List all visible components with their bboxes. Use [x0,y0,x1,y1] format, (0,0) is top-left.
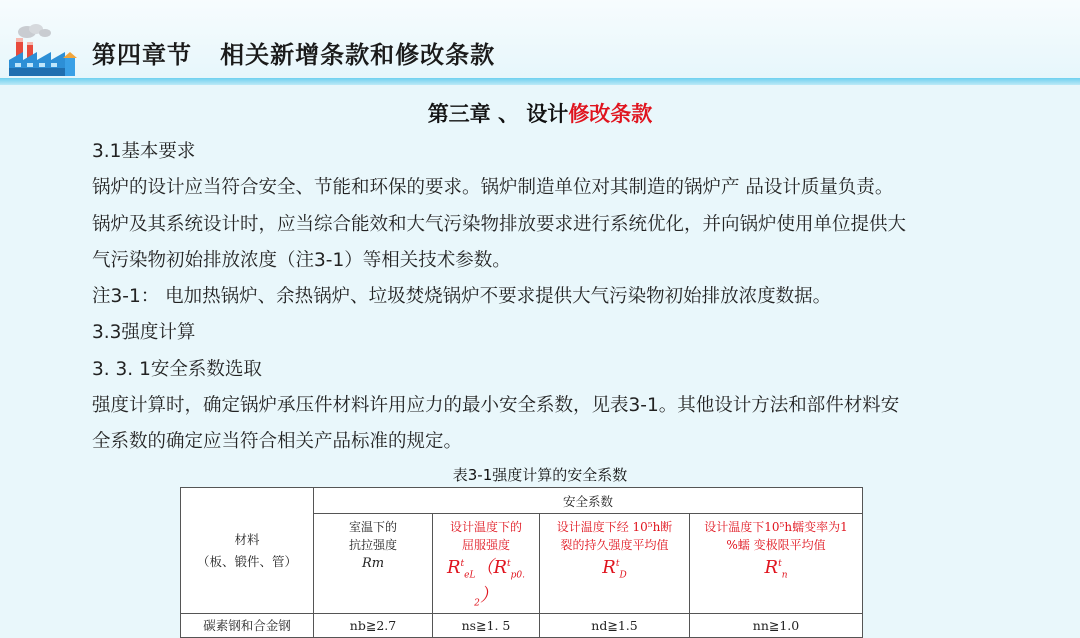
table-header-row [181,488,863,514]
paragraph: 气污染物初始排放浓度（注3-1）等相关技术参数。 [92,249,511,271]
col-header-line: 裂的持久强度平均值 [560,538,669,552]
material-cell: 碳素钢和合金钢 [181,614,314,638]
value-cell: nn≧1.0 [690,614,863,638]
col-symbol: $R^t_D$ [602,557,627,581]
col-header-creep-rupture [540,514,690,614]
note-3-1: 注3-1： 电加热锅炉、余热锅炉、垃圾焚烧锅炉不要求提供大气污染物初始排放浓度数据。 [92,286,832,308]
subheading-safety-factor: 3. 3. 1安全系数选取 [92,358,262,380]
col-symbol: $R^t_{eL}(R^t_{p0. 2})$ [446,557,526,609]
col-header-line: 抗拉强度 [348,538,397,552]
col-header-creep-limit [690,514,863,614]
col-header-line: 设计温度下10⁵h蠕变率为1 [704,520,848,534]
material-header-label: 材料 [234,531,260,547]
value-cell: nb≧2.7 [314,614,433,638]
table-caption: 表3-1强度计算的安全系数 [452,466,628,484]
table-row [181,614,863,638]
col-header-line: 设计温度下的 [449,520,522,534]
subheading-basic-requirements: 3.1基本要求 [92,141,196,162]
header-divider [0,78,1080,85]
safety-factor-header: 安全系数 [314,488,863,514]
col-header-line: 设计温度下经 10⁵h断 [556,520,673,534]
material-header [181,488,314,614]
col-header-tensile-strength [314,514,433,614]
safety-factor-table [180,487,863,638]
paragraph: 锅炉及其系统设计时，应当综合能效和大气污染物排放要求进行系统优化，并向锅炉使用单位提供大 [92,213,907,235]
body-text [92,134,1012,461]
col-symbol: Rm [361,556,385,571]
paragraph: 锅炉的设计应当符合安全、节能和环保的要求。锅炉制造单位对其制造的锅炉产 品设计质量负责。 [92,177,894,199]
col-symbol: $R^t_n$ [764,557,788,581]
factory-icon [5,24,77,78]
section-heading [0,98,1080,128]
value-cell: ns≧1. 5 [433,614,540,638]
section-heading-highlight: 修改条款 [568,102,653,126]
material-header-sublabel: （板、锻件、管） [196,553,297,569]
paragraph: 强度计算时，确定锅炉承压件材料许用应力的最小安全系数，见表3-1。其他设计方法和部件材料安 [92,395,900,417]
col-header-line: 屈服强度 [461,538,510,552]
col-header-line: 室温下的 [348,520,397,534]
section-heading-text: 第三章 、 设计 [427,102,569,126]
paragraph: 全系数的确定应当符合相关产品标准的规定。 [92,431,463,453]
subheading-strength-calculation: 3.3强度计算 [92,322,196,344]
col-header-yield-strength [433,514,540,614]
col-header-line: %蠕 变极限平均值 [726,538,826,552]
value-cell: nd≧1.5 [540,614,690,638]
chapter-title: 第四章节 相关新增条款和修改条款 [92,41,496,69]
